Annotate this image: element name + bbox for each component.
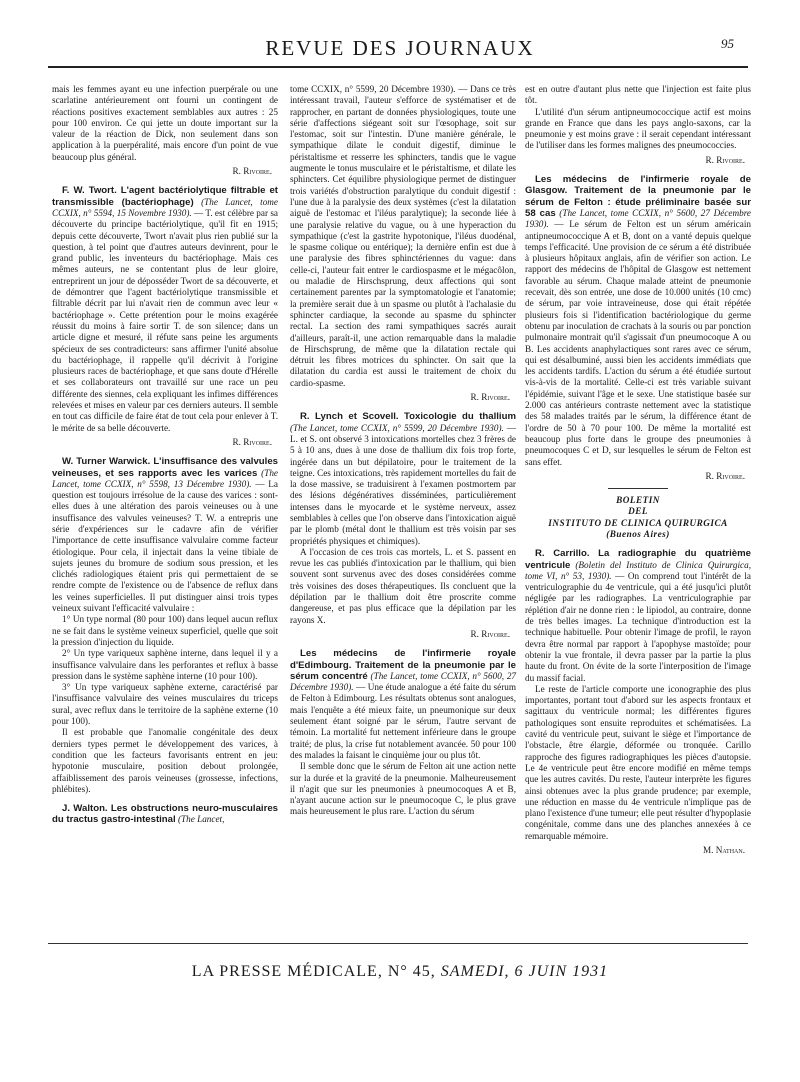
article-edimbourg [290, 648, 516, 817]
paragraph: A l'occasion de ces trois cas mortels, L. et S. passent en revue les cas publiés d'intoxication par le thallium, qui bien souvent sont survenus avec des doses considérées comme très voisines des doses thérapeutiques. Ils concluent que la dépilation par le thallium doit être proscrite comme dangereuse, et pas plus efficace que la dépilation par les rayons X. [290, 546, 516, 625]
article-heading: W. Turner Warwick. L'insuffisance des valvules veineuses, et ses rapports avec les varices [52, 456, 278, 479]
article-glasgow [525, 174, 751, 482]
footer-rule [48, 943, 748, 944]
signature: R. Rivoire. [705, 470, 745, 481]
article-body: — L. et S. ont observé 3 intoxications mortelles chez 3 frères de 5 à 10 ans, dues à une dose de thallium dix fois trop forte, ingérée dans un but dépilatoire, pour le traitement de la teigne. Ces intoxications, très rapidement mortelles du fait de la dose massive, se traduisirent à l'examen postmortem par des lésions dégénératives disséminées, particulièrement intenses dans le myocarde et le système nerveux, assez semblables à celles que l'on observe dans l'intoxication aiguë par le plomb (métal dont le thallium est très voisin par ses propriétés physiques et chimiques). [290, 422, 516, 546]
article-body: — Une étude analogue a été faite du sérum de Felton à Edimbourg. Les résultats obtenus sont analogues, mais l'enquête a été mieux faite, un pneumonique sur deux seulement étant soigné par le sérum, l'autre servant de témoin. La mortalité fut nettement inférieure dans le groupe traité; de plus, la crise fut notablement avancée. 50 pour 100 des malades la faisant le cinquième jour ou plus tôt. [290, 682, 517, 760]
section-separator [608, 488, 668, 489]
signature: R. Rivoire. [232, 166, 272, 177]
article-source: (The Lancet, tome CCXIX, n° 5598, 13 Décembre 1930). [52, 467, 279, 489]
column-1 [52, 84, 278, 826]
article-source: (Boletin del Instituto de Clinica Quirurgica, tome VI, n° 53, 1930). [525, 559, 752, 581]
article-heading: R. Lynch et Scovell. Toxicologie du thallium [300, 411, 516, 423]
paragraph: L'utilité d'un sérum antipneumococcique actif est moins grande en France que dans les pays anglo-saxons, car la pneumonie y est moins grave : il serait cependant intéressant de l'utiliser dans les formes malignes des pneumococcies. [525, 106, 751, 151]
article-walton [52, 803, 278, 826]
section-subtitle: (Buenos Aires) [606, 528, 670, 539]
article-twort [52, 185, 278, 448]
article-source: (The Lancet, tome CCXIX, n° 5599, 20 Décembre 1930). [290, 422, 504, 433]
paragraph: Le reste de l'article comporte une iconographie des plus importantes, portant tout d'abord sur les aspects frontaux et sagittaux du ventricule normal; les différentes figures pathologiques sont ensuite reproduites et schématisées. La cavité du ventricule peut, suivant le siège et l'importance de l'obstacle, être élargie, déformée ou tronquée. Carillo rapproche des figures radiographiques les pièces d'autopsie. Le 4e ventricule peut être encore modifié en même temps que les autres cavités. Du reste, l'auteur interprète les figures ainsi obtenues avec la plus grande prudence; par exemple, une réduction en masse du 4e ventricule n'implique pas de plano l'existence d'une tumeur; elle peut résulter d'hypoplasie congénitale, comme dans une des planches annexées à ce remarquable mémoire. [525, 683, 751, 841]
signature: R. Rivoire. [705, 154, 745, 165]
article-lynch [290, 411, 516, 640]
running-header-title: REVUE DES JOURNAUX [265, 36, 535, 60]
list-item: 3° Un type variqueux saphène externe, caractérisé par l'insuffisance valvulaire des veines musculaires du triceps sural, avec reflux dans le territoire de la saphène externe (10 pour 100). [52, 682, 278, 727]
article-body: — T. est célèbre par sa découverte du principe bactériolytique, qu'il fit en 1915; depuis cette découverte, Twort n'avait plus rien publié sur la question, à tel point que d'autres auteurs devinrent, pour le grand public, les inventeurs du bactériophage. Mais ces mêmes auteurs, ne se contentant plus de leur gloire, entreprirent un jour de déposséder Twort de sa découverte, et de démontrer que l'agent bactériolytique transmissible et filtrable décrit par lui n'avait rien de commun avec leur « bactériophage ». Cette prétention pour le moins exagérée réussit du moins à faire sortir T. de son silence; dans un article digne et mesuré, il réfute sans peine les arguments spécieux de ses contradicteurs: sans affirmer l'unité absolue du bactériophage, il rappelle qu'il décrivit à l'origine plusieurs races de bactériophage, et que sans doute d'Hérelle et ses collaborateurs ont travaillé sur une race un peu différente des siennes, cela expliquant les infimes différences relevées et mises en valeur par ces derniers auteurs. Il semble en tout cas difficile de faire état de tout cela pour enlever à T. le mérite de sa belle découverte. [52, 207, 278, 433]
article-heading: F. W. Twort. L'agent bactériolytique filtrable et transmissible (bactériophage) [52, 185, 278, 208]
column-3 [525, 84, 751, 862]
signature: R. Rivoire. [470, 392, 510, 403]
footer-date: SAMEDI, 6 JUIN 1931 [440, 963, 609, 980]
article-body: — Le sérum de Felton est un sérum américain antipneumococcique A et B, dont on a vanté depuis quelque temps l'efficacité. Une provision de ce sérum a été distribuée à plusieurs hôpitaux anglais, afin de vérifier son action. Le rapport des médecins de l'hôpital de Glasgow est nettement favorable au sérum. Chaque malade atteint de pneumonie recevait, dès son entrée, une dose de 10.000 unités (10 cmc) de sérum, par voie intraveineuse, dose qui était répétée plusieurs fois si l'identification bactériologique du germe obtenu par inoculation de crachats à la souris ou par ponction pulmonaire montrait qu'il s'agissait d'un pneumocoque A ou B. Les accidents anaphylactiques sont rares avec ce sérum, qui est désalbuminé, aussi bien les accidents immédiats que les accidents tardifs. L'action du sérum a été étudiée surtout vis-à-vis de la mortalité. Celle-ci est très variable suivant l'épidémie, suivant l'âge et le sexe. Une statistique basée sur 2.000 cas antérieurs contraste nettement avec la statistique des 58 malades traités par le sérum, la différence étant de l'ordre de 50 à 70 pour 100. De même la mortalité est beaucoup plus forte dans le groupe des pneumonies à pneumocoques C et D, sur lesquelles le sérum de Felton est sans effet. [525, 219, 752, 467]
article-body: — On comprend tout l'intérêt de la ventriculographie du 4e ventricule, qui a été jusqu'ici plutôt négligée par les radiographes. La ventriculographie par réplétion d'air ne donne rien : le lipiodol, au contraire, donne de très belles images. La technique d'introduction est la technique habituelle. Pour obtenir l'image de profil, le rayon devra être normal par rapport à l'apophyse mastoïde; pour obtenir la vue frontale, il devra passer par la partie la plus haute du front. On évite de la sorte l'interposition de l'image du massif facial. [525, 570, 752, 683]
article-carrillo [525, 548, 751, 856]
article-heading: R. Carrillo. La radiographie du quatrième ventricule [525, 548, 751, 571]
article-source: (The Lancet, tome CCXIX, n° 5600, 27 Décembre 1930). [290, 670, 517, 693]
signature: R. Rivoire. [470, 628, 510, 639]
section-title: DEL [628, 506, 648, 517]
article-source: (The Lancet, [177, 814, 225, 825]
column-2 [290, 84, 516, 818]
list-item: 1° Un type normal (80 pour 100) dans lequel aucun reflux ne se fait dans le système veineux superficiel, quelle que soit la pression d'injection du liquide. [52, 614, 278, 647]
paragraph: Il est probable que l'anomalie congénitale des deux derniers types permet le développement des varices, à condition que les facteurs favorisants entrent en jeu: hypotonie musculaire, position debout prolongée, affaiblissement des parois veineuses (grossesse, infections, phlébites). [52, 727, 278, 794]
header-rule [48, 66, 748, 68]
page-number: 95 [721, 36, 734, 51]
footer-journal: LA PRESSE MÉDICALE, N° 45, [191, 963, 436, 980]
article-heading: J. Walton. Les obstructions neuro-musculaires du tractus gastro-intestinal [52, 803, 278, 826]
article-heading: Les médecins de l'infirmerie royale de Glasgow. Traitement de la pneumonie par le sérum de Felton : étude préliminaire basée sur 58 cas [525, 174, 751, 219]
article-body: — La question est toujours irrésolue de la cause des varices : sont-elles dues à une altération des parois veineuses ou à une insuffisance des valvules veineuses? T. W. a entrepris une série d'expériences sur le cadavre afin de vérifier l'importance de cette insuffisance valvulaire comme facteur étiologique. Pour cela, il injectait dans la veine tibiale de sujets jeunes du bromure de sodium sous pression, et les clichés radiologiques étaient pris qui permettaient de se rendre compte de l'existence ou de l'absence de reflux dans les veines superficielles. Il put distinguer ainsi trois types veineux suivant l'efficacité valvulaire : [52, 478, 278, 614]
page-footer [0, 963, 800, 981]
article-warwick [52, 456, 278, 795]
list-item: 2° Un type variqueux saphène interne, dans lequel il y a insuffisance valvulaire dans les perforantes et reflux à basse pression dans le système saphène interne (10 pour 100). [52, 648, 278, 681]
section-title: INSTITUTO DE CLINICA QUIRURGICA [548, 517, 728, 528]
signature: R. Rivoire. [232, 436, 272, 447]
article-source: (The Lancet, tome CCXIX, n° 5600, 27 Décembre 1930). [525, 207, 752, 230]
section-title: BOLETIN [616, 495, 660, 506]
signature: M. Nathan. [702, 845, 745, 855]
paragraph: Il semble donc que le sérum de Felton ait une action nette sur la durée et la gravité de la pneumonie. Malheureusement il n'agit que sur les pneumonies à pneumocoques A et B, n'ayant aucune action sur le pneumocoque C, le plus grave mais heureusement le plus rare. L'action du sérum [290, 761, 516, 817]
paragraph: est en outre d'autant plus nette que l'injection est faite plus tôt. [525, 84, 751, 106]
paragraph: mais les femmes ayant eu une infection puerpérale ou une scarlatine antérieurement ont fourni un contingent de réactions positives exactement semblables aux autres : 25 pour 100 environ. Ce qui jette un doute important sur la valeur de la réaction de Dick, non seulement dans son application à la puerpéralité, mais encore d'un point de vue beaucoup plus général. [52, 84, 278, 162]
paragraph: tome CCXIX, n° 5599, 20 Décembre 1930). — Dans ce très intéressant travail, l'auteur s'efforce de systématiser et de rapprocher, en partant de données physiologiques, toute une série d'affections siégeant soit sur l'œsophage, soit sur l'estomac, soit sur l'intestin. D'une manière générale, le sympathique dilate le conduit digestif, diminue le péristaltisme et resserre les sphincters, tandis que le vague augmente le tonus musculaire et le péristaltisme, et dilate les sphincters. Cet équilibre physiologique permet de distinguer trois variétés d'obstruction paralytique du conduit digestif : l'une due à la paralysie des deux systèmes (c'est la dilatation aiguë de l'estomac et l'iléus paralytique); la seconde liée à une paralysie relative du vague, ou à une hyperaction du sympathique (c'est la gastrite hypotonique, l'iléus duodénal, le spasme colique ou entérique); la dernière enfin est due à une paralysie des fibres sphinctériennes du vague: dans celle-ci, l'auteur fait entrer le cardiospasme et le mégacôlon, ou maladie de Hirschsprung, deux affections qui sont certainement parentes par la symptomatologie et l'anatomie; la première serait due à un spasme ou plutôt à l'achalasie du sphincter cardiaque, la seconde au spasme du sphincter rectal. La section des rami sympathiques sacrés aurait d'ailleurs, paraît-il, une action remarquable dans la maladie de Hirschsprung, de même que la dilatation rectale qui détruit les fibres motrices du sphincter. On sait que la dilatation du cardia est aussi le traitement de choix du cardio-spasme. [290, 84, 516, 388]
article-heading: Les médecins de l'infirmerie royale d'Edimbourg. Traitement de la pneumonie par le sérum concentré [290, 648, 516, 682]
article-source: (The Lancet, tome CCXIX, n° 5594, 15 Novembre 1930). [52, 196, 278, 218]
